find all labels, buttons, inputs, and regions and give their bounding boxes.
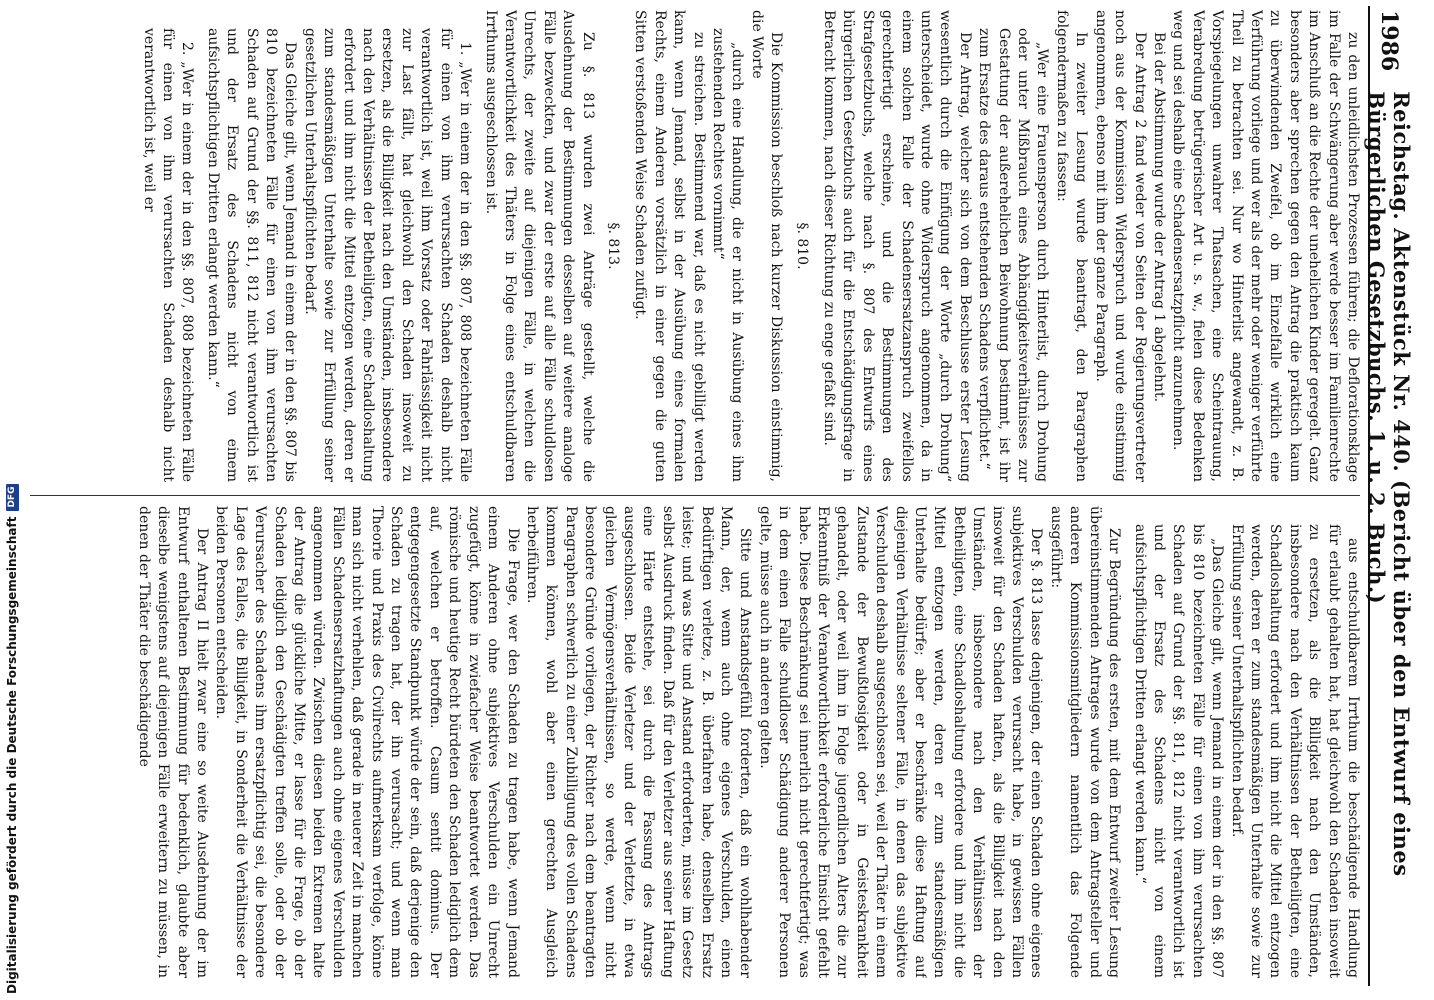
paragraph: Der Antrag, welcher sich von dem Beschlusse erster Lesung wesentlich durch die Einfügung der Worte „durch Drohung“ unterscheidet, wurde ohne Widerspruch angenommen, da in einem solchen Falle der Schadensersatzanspruch zweifellos gerechtfertigt erscheine, und die Bestimmungen des Strafgesetzbuchs, welche nach §. 807 des Entwurfs eines bürgerlichen Gesetzbuchs auch für die Entschädigungsfrage in Betracht kommen, nach dieser Richtung zu enge gefaßt sind. — [821, 10, 973, 482]
column-divider — [30, 495, 1360, 496]
right-column — [22, 506, 1362, 978]
running-head: Reichstag. Aktenstück Nr. 440. (Bericht über den Entwurf eines Bürgerlichen Gesetzbuchs. 1. u. 2. Buch.) — [1364, 91, 1414, 877]
motion-2-second-paragraph: „Das Gleiche gilt, wenn Jemand in einem der in den §§. 807 bis 810 bezeichneten Fälle für einen von ihm verursachten Schaden auf Grund der §§. 811, 812 nicht verantwortlich ist und der Ersatz des Schadens nicht von einem aufsichtspflichtigen Dritten erlangt werden kann.“ — [1131, 524, 1226, 978]
motion-1-continued: Das Gleiche gilt, wenn Jemand in einem der in den §§. 807 bis 810 bezeichneten Fälle für einen von ihm verursachten Schaden auf Grund der §§. 811, 812 nicht verantwortlich ist und der Ersatz des Schadens nicht von einem aufsichtspflichtigen Dritten erlangt werden kann.“ — [204, 28, 299, 482]
quoted-motion: „Wer eine Frauensperson durch Hinterlist, durch Drohung oder unter Mißbrauch eines Abhängigkeitsverhältnisses zur Gestattung der außerehelichen Beiwohnung bestimmt, ist ihr zum Ersatze des daraus entstehenden Schadens verpflichtet.“ — [976, 28, 1051, 482]
paragraph: Die Frage, wer den Schaden zu tragen habe, wenn Jemand einem Anderen ohne subjektives Verschulden ein Unrecht zugefügt, könne in zwiefacher Weise beantwortet werden. Das römische und heutige Recht bürdeten den Schaden lediglich dem auf, welchen er betroffen. Casum sentit dominus. Der entgegengesetzte Standpunkt würde der sein, daß derjenige den Schaden zu tragen hat, der ihn verursacht; und wenn man Theorie und Praxis des Civilrechts aufmerksam verfolge, könne man sich nicht verhehlen, daß gerade in neuerer Zeit in manchen Fällen Schadensersatzhaftungen auch ohne eigenes Verschulden angenommen würden. Zwischen diesen beiden Extremen halte der Antrag die glückliche Mitte, er lasse für die Frage, ob der Schaden lediglich den Geschädigten treffen solle, oder ob der Verursacher des Schadens ihm ersatzpflichtig sei, die besondere Lage des Falles, die Billigkeit, in Sonderheit die Verhältnisse der beiden Personen entscheiden. — [213, 506, 521, 978]
dfg-logo-icon: DFG — [6, 484, 19, 511]
paragraph: Der Antrag 2 fand weder von Seiten der Regierungsvertreter noch aus der Kommission Widerspruch und wurde einstimmig angenommen, ebenso mit ihm der ganze Paragraph. — [1092, 10, 1148, 482]
paragraph: zu den unleidlichsten Prozessen führen; die Deflorationsklage im Falle der Schwängerung aber werde besser im Familienrechte im Anschluß an die Rechte der unehelichen Kinder geregelt. Ganz besonders aber sprechen gegen den Antrag die praktisch kaum zu überwindenden Zweifel, ob im Einzelfalle wirklich eine Verführung vorliege und wer als der mehr oder weniger verführte Theil zu betrachten sei. Nur wo Hinterlist angewandt, z. B. Vorspiegelungen unwahrer Thatsachen, eine Scheintrauung, Verabredung betrügerischer Art u. s. w., fielen diese Bedenken weg und sei deshalb eine Schadensersatzpflicht anzunehmen. — [1170, 10, 1361, 482]
paragraph: Zu §. 813 wurden zwei Anträge gestellt, welche die Ausdehnung der Bestimmungen desselben auf weitere analoge Fälle bezweckten, und zwar der erste auf alle Fälle schuldlosen Unrechts, der zweite auf diejenigen Fälle, in welchen die Verantwortlichkeit des Thäters in Folge eines entschuldbaren Irrthums ausgeschlossen ist. — [482, 10, 596, 482]
paragraph: Bei der Abstimmung wurde der Antrag 1 abgelehnt. — [1150, 32, 1167, 403]
motion-2-continued: aus entschuldbarem Irrthum die beschädigende Handlung für erlaubt gehalten hat, hat gleichwohl den Schaden insoweit zu ersetzen, als die Billigkeit nach den Umständen, insbesondere nach den Verhältnissen der Betheiligten, eine Schadloshaltung erfordert und ihm nicht die Mittel entzogen werden, deren er zum standesmäßigen Unterhalte sowie zur Erfüllung seiner Unterhaltspflichten bedarf. — [1228, 524, 1361, 978]
paragraph: zu streichen. Bestimmend war, daß es nicht gebilligt werden kann, wenn Jemand, selbst in der Ausübung eines formalen Rechts, einem Anderen vorsätzlich in einer gegen die guten Sitten verstoßenden Weise Schaden zufügt. — [632, 10, 707, 482]
page-header — [1364, 6, 1414, 986]
page-number: 1986 — [1376, 10, 1402, 72]
dfg-credit-text: Digitalisierung gefördert durch die Deutsche Forschungsgemeinschaft — [5, 516, 19, 994]
scanned-page — [18, 6, 1414, 986]
quoted-phrase: „durch eine Handlung, die er nicht in Ausübung eines ihm zustehenden Rechtes vornimmt“ — [710, 28, 746, 482]
left-column — [22, 10, 1362, 482]
paragraph: Zur Begründung des ersten, mit dem Entwurf zweiter Lesung übereinstimmenden Antrages wurde von dem Antragsteller und anderen Kommissionsmitgliedern namentlich das Folgende ausgeführt: — [1047, 506, 1123, 978]
motion-2: 2. „Wer in einem der in den §§. 807, 808 bezeichneten Fälle für einen von ihm verursachten Schaden deshalb nicht verantwortlich ist, weil er — [140, 28, 196, 482]
section-heading: §. 813. — [604, 222, 621, 270]
text-columns — [22, 6, 1362, 986]
paragraph: Sitte und Anstandsgefühl forderten, daß ein wohlhabender Mann, der, wenn auch ohne eigenes Verschulden, einen Bedürftigen verletze, z. B. überfahren habe, denselben Ersatz leiste; und was Sitte und Anstand erforderten, müsse im Gesetz selbst Ausdruck finden. Daß für den Verletzer aus seiner Haftung eine Härte entstehe, sei durch die Fassung des Antrags ausgeschlossen. Beide Verletzer und der Verletzte, in etwa gleichen Vermögensverhältnissen, so werde, wenn nicht besondere Gründe vorliegen, der Richter nach dem beantragten Paragraphen schwerlich zu einer Zubilligung des vollen Schadens kommen können, wohl aber einen gerechten Ausgleich herbeiführen. — [523, 506, 754, 978]
section-heading: §. 810. — [793, 222, 810, 270]
paragraph: Die Kommission beschloß nach kurzer Diskussion einstimmig, die Worte — [748, 10, 785, 482]
paragraph: In zweiter Lesung wurde beantragt, den Paragraphen folgendermaßen zu fassen: — [1053, 10, 1090, 482]
paragraph: Der Antrag II hielt zwar eine so weite Ausdehnung der im Entwurf enthaltenen Bestimmung für bedenklich, glaubte aber dieselbe wenigstens auf diejenigen Fälle erweitern zu müssen, in denen der Thäter die beschädigende — [135, 506, 211, 978]
motion-1: 1. „Wer in einem der in den §§. 807, 808 bezeichneten Fälle für einen von ihm verursachten Schaden deshalb nicht verantwortlich ist, weil ihm Vorsatz oder Fahrlässigkeit nicht zur Last fällt, hat gleichwohl den Schaden insoweit zu ersetzen, als die Billigkeit nach den Umständen, insbesondere nach den Verhältnissen der Betheiligten, eine Schadloshaltung erfordert und ihm nicht die Mittel entzogen werden, deren er zum standesmäßigen Unterhalte sowie zur Erfüllung seiner gesetzlichen Unterhaltspflichten bedarf. — [301, 28, 474, 482]
paragraph: Der §. 813 lasse denjenigen, der einen Schaden ohne eigenes subjektives Verschulden verursacht habe, in gewissen Fällen insoweit für den Schaden haften, als die Billigkeit nach den Umständen, insbesondere nach den Verhältnissen der Betheiligten, eine Schadloshaltung erfordere und ihm nicht die Mittel entzogen werden, deren er zum standesmäßigen Unterhalte bedürfe; aber er beschränke diese Haftung auf diejenigen Verhältnisse seltener Fälle, in denen das subjektive Verschulden deshalb ausgeschlossen sei, weil der Thäter in einem Zustande der Bewußtlosigkeit oder in Geisteskrankheit gehandelt, oder weil ihm in Folge jugendlichen Alters die zur Erkenntniß der Verantwortlichkeit erforderliche Einsicht gefehlt habe. Diese Beschränkung sei innerlich nicht gerechtfertigt; was in dem einen Falle schuldloser Schädigung anderer Personen gelte, müsse auch in anderen gelten. — [756, 506, 1045, 978]
